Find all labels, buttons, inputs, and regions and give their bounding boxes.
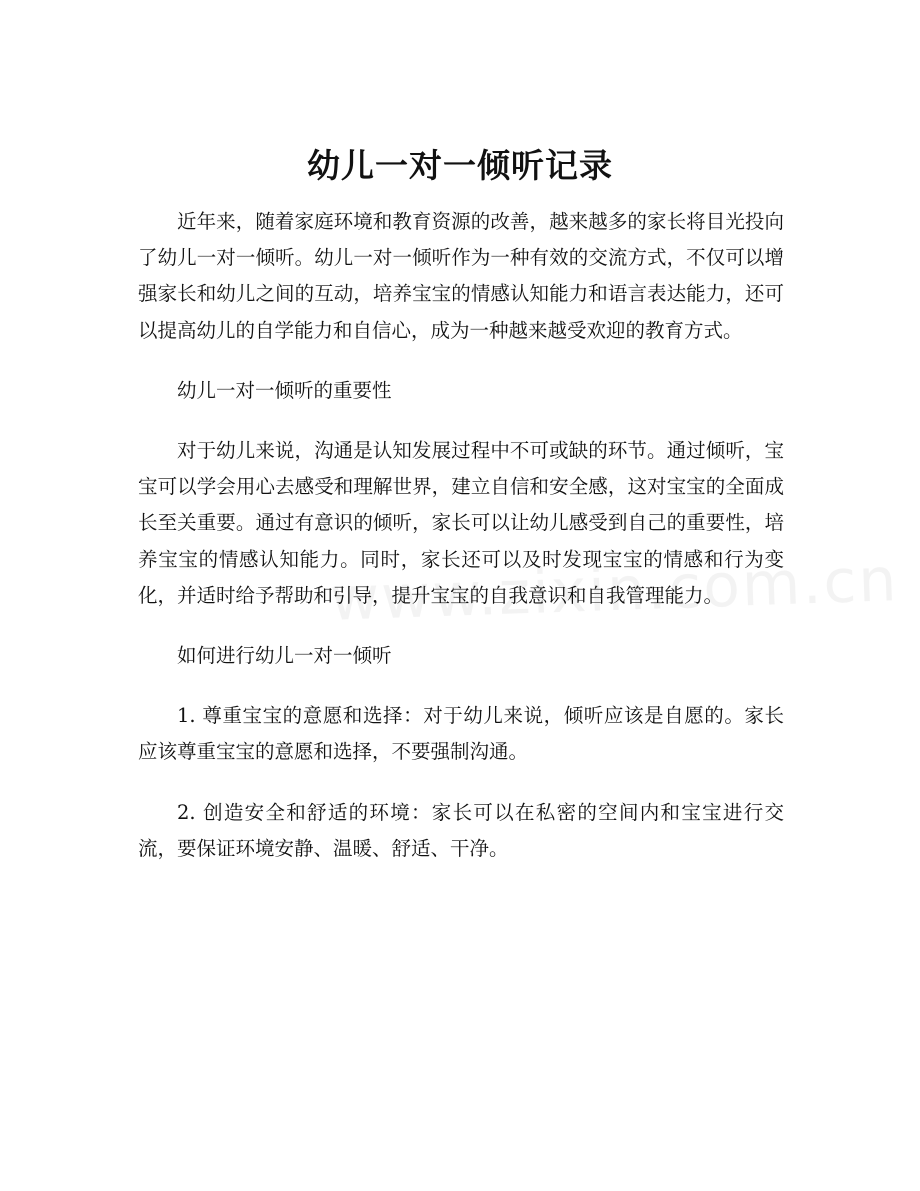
document-body [138,204,784,891]
method-item-1: 1. 尊重宝宝的意愿和选择：对于幼儿来说，倾听应该是自愿的。家长应该尊重宝宝的意愿和选择，不要强制沟通。 [138,704,784,764]
importance-paragraph: 对于幼儿来说，沟通是认知发展过程中不可或缺的环节。通过倾听，宝宝可以学会用心去感受和理解世界，建立自信和安全感，这对宝宝的全面成长至关重要。通过有意识的倾听，家长可以让幼儿感受到自己的重要性，培养宝宝的情感认知能力。同时，家长还可以及时发现宝宝的情感和行为变化，并适时给予帮助和引导，提升宝宝的自我意识和自我管理能力。 [138,439,784,607]
intro-paragraph: 近年来，随着家庭环境和教育资源的改善，越来越多的家长将目光投向了幼儿一对一倾听。幼儿一对一倾听作为一种有效的交流方式，不仅可以增强家长和幼儿之间的互动，培养宝宝的情感认知能力和语言表达能力，还可以提高幼儿的自学能力和自信心，成为一种越来越受欢迎的教育方式。 [138,210,784,342]
document-title: 幼儿一对一倾听记录 [307,146,613,185]
method-item-2: 2. 创造安全和舒适的环境：家长可以在私密的空间内和宝宝进行交流，要保证环境安静、温暖、舒适、干净。 [138,800,784,860]
section-heading-method: 如何进行幼儿一对一倾听 [177,644,392,668]
section-heading-importance: 幼儿一对一倾听的重要性 [177,378,392,402]
